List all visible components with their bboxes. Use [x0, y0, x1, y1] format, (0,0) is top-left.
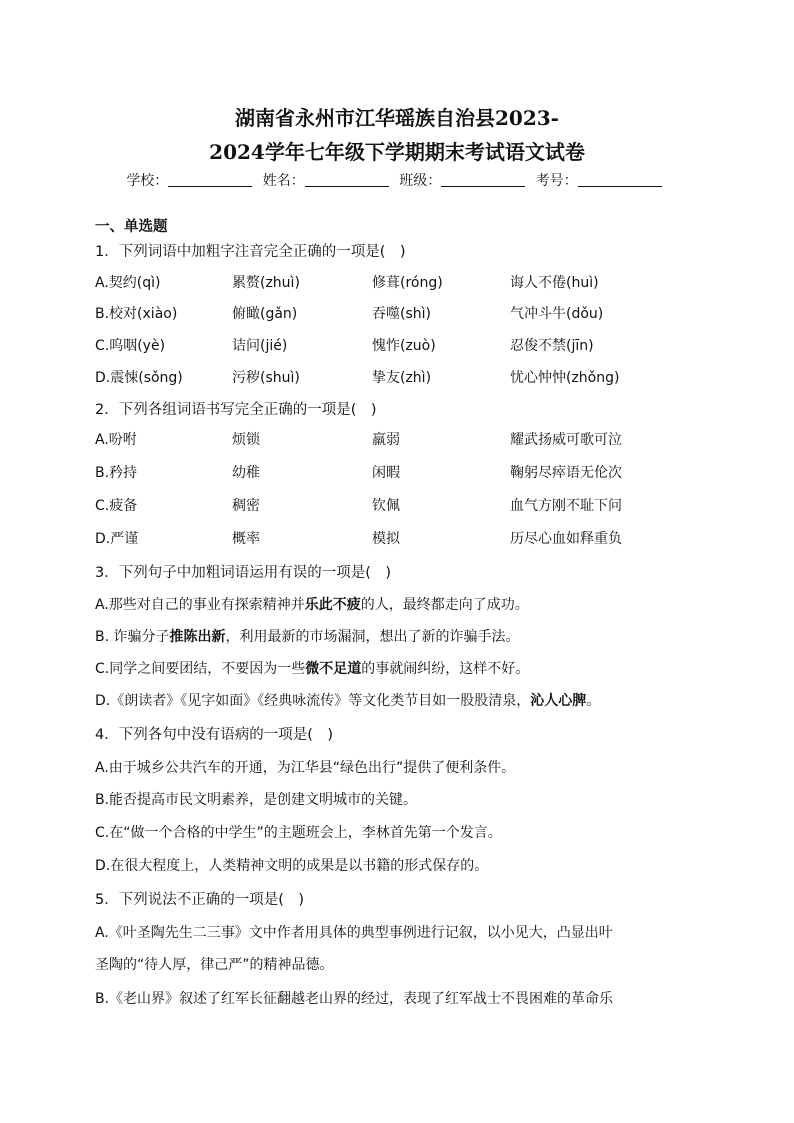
question-4-stem: 4．下列各句中没有语病的一项是( )	[95, 727, 334, 743]
q3-option-d-pre: D.《朗读者》《见字如面》《经典咏流传》等文化类节目如一股股清泉，	[95, 693, 531, 709]
q1-row-b-col2: 俯瞰(gǎn)	[232, 306, 298, 322]
q3-option-d-post: 。	[586, 693, 601, 709]
question-1-stem: 1．下列词语中加粗字注音完全正确的一项是( )	[95, 244, 406, 260]
q2-row-c-col2: 稠密	[232, 498, 260, 514]
q1-row-c-col1: C.呜咽(yè)	[95, 338, 166, 354]
q1-row-b-col4: 气冲斗牛(dǒu)	[510, 306, 604, 322]
q2-row-b-col3: 闲暇	[372, 465, 400, 481]
q2-row-c-col3: 钦佩	[372, 498, 400, 514]
q2-row-a-col1: A.吩咐	[95, 432, 137, 448]
q1-row-a-col2: 累赘(zhuì)	[232, 275, 300, 291]
q1-row-b-col1: B.校对(xiào)	[95, 306, 178, 322]
q1-row-c-col4: 忍俊不禁(jīn)	[510, 338, 594, 354]
q2-row-c-col1: C.疲备	[95, 498, 138, 514]
q3-option-a-post: 的人，最终都走向了成功。	[360, 597, 529, 613]
q2-row-c-col4: 血气方刚不耻下问	[510, 498, 622, 514]
q3-option-c-bold: 微不足道	[305, 661, 362, 677]
q2-row-d-col4: 历尽心血如释重负	[510, 531, 622, 547]
q1-row-a-col1: A.契约(qì)	[95, 275, 161, 291]
q1-row-d-col4: 忧心忡忡(zhǒng)	[510, 370, 620, 386]
q3-option-a-pre: A.那些对自己的事业有探索精神并	[95, 597, 305, 613]
q1-row-d-col1: D.震悚(sǒng)	[95, 370, 183, 386]
section-title: 一、单选题	[95, 219, 168, 235]
q3-option-a	[95, 594, 529, 614]
q1-row-a-col4: 诲人不倦(huì)	[510, 275, 599, 291]
q5-option-a-line2: 圣陶的“待人厚，律己严”的精神品德。	[95, 957, 334, 973]
q1-row-b-col3: 吞噬(shì)	[372, 306, 431, 322]
exam-number-label: 考号：	[535, 173, 578, 189]
q2-row-a-col3: 羸弱	[372, 432, 400, 448]
q3-option-b	[95, 626, 520, 646]
q5-option-b-line1: B.《老山界》叙述了红军长征翻越老山界的经过，表现了红军战士不畏困难的革命乐	[95, 991, 614, 1007]
q2-row-b-col4: 鞠躬尽瘁语无伦次	[510, 465, 622, 481]
q5-option-a-line1: A.《叶圣陶先生二三事》文中作者用具体的典型事例进行记叙，以小见大，凸显出叶	[95, 925, 613, 941]
q2-row-b-col1: B.矜持	[95, 465, 138, 481]
q2-row-d-col2: 概率	[232, 531, 260, 547]
question-3-stem: 3．下列句子中加粗词语运用有误的一项是( )	[95, 565, 392, 581]
q3-option-c-post: 的事就闹纠纷，这样不好。	[361, 661, 530, 677]
q3-option-c	[95, 658, 529, 678]
exam-number-blank	[578, 172, 662, 187]
q3-option-b-post: ，利用最新的市场漏洞，想出了新的诈骗手法。	[225, 629, 520, 645]
q3-option-a-bold: 乐此不疲	[304, 597, 361, 613]
q1-row-d-col3: 挚友(zhì)	[372, 370, 432, 386]
class-blank	[441, 172, 525, 187]
q2-row-d-col1: D.严谨	[95, 531, 139, 547]
q2-row-a-col2: 烦锁	[232, 432, 260, 448]
question-2-stem: 2．下列各组词语书写完全正确的一项是( )	[95, 402, 377, 418]
q3-option-d-bold: 沁人心脾	[530, 693, 587, 709]
q4-option-a: A.由于城乡公共汽车的开通，为江华县“绿色出行”提供了便利条件。	[95, 760, 516, 776]
q3-option-b-bold: 推陈出新	[169, 629, 226, 645]
q3-option-d	[95, 690, 600, 710]
q3-option-b-pre: B. 诈骗分子	[95, 629, 170, 645]
q3-option-c-pre: C.同学之间要团结，不要因为一些	[95, 661, 306, 677]
school-label: 学校：	[126, 173, 169, 189]
exam-title-line1: 湖南省永州市江华瑶族自治县2023-	[235, 106, 559, 130]
q1-row-c-col3: 愧怍(zuò)	[372, 338, 436, 354]
q4-option-c: C.在“做一个合格的中学生”的主题班会上，李林首先第一个发言。	[95, 825, 502, 841]
q4-option-b: B.能否提高市民文明素养，是创建文明城市的关键。	[95, 792, 418, 808]
q1-row-c-col2: 诘问(jié)	[232, 338, 288, 354]
q1-row-a-col3: 修葺(róng)	[372, 275, 443, 291]
name-blank	[305, 172, 389, 187]
student-info-row	[0, 170, 794, 190]
class-label: 班级：	[399, 173, 442, 189]
q1-row-d-col2: 污秽(shuì)	[232, 370, 300, 386]
q4-option-d: D.在很大程度上，人类精神文明的成果是以书籍的形式保存的。	[95, 858, 489, 874]
q2-row-a-col4: 耀武扬威可歌可泣	[510, 432, 622, 448]
q2-row-d-col3: 模拟	[372, 531, 400, 547]
exam-title-line2: 2024学年七年级下学期期末考试语文试卷	[209, 140, 585, 164]
q2-row-b-col2: 幼稚	[232, 465, 260, 481]
school-blank	[168, 172, 252, 187]
question-5-stem: 5．下列说法不正确的一项是( )	[95, 892, 305, 908]
name-label: 姓名：	[262, 173, 305, 189]
